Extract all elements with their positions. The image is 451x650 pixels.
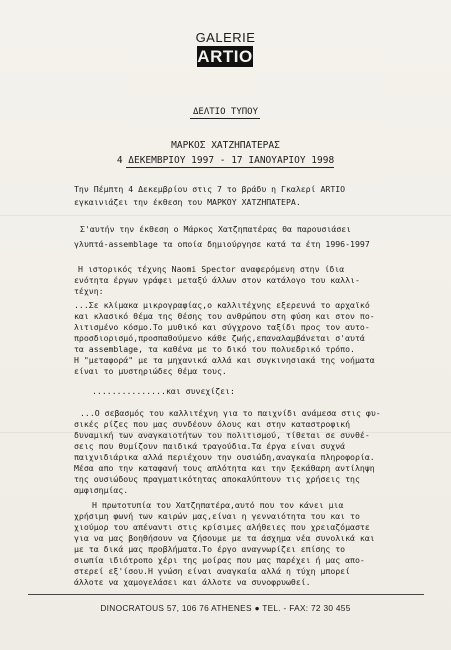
gallery-logo-box: ARTIO [197,47,253,66]
press-release-heading: ΔΕΛΤΙΟ ΤΥΠΟΥ [192,107,259,117]
body-line: σικές ρίζες που μας συνδέουν όλους και στην καταστροφική [74,419,351,429]
body-line: στερεί εξ'ίσου.Η γνώση είναι αναγκαία αλλά η τύχη μπορεί [74,566,351,576]
body-line: Η ιστορικός τέχνης Naomi Spector αναφερόμενη στην ίδια [78,264,345,274]
artist-name: ΜΑΡΚΟΣ ΧΑΤΖΗΠΑΤΕΡΑΣ [171,140,280,151]
body-line: λιτισμένο κόσμο.Το μυθικό και σύγχρονο ταξίδι προς τον αυτο- [74,322,370,332]
fold-line [0,215,451,216]
body-line: Την Πέμπτη 4 Δεκεμβρίου στις 7 το βράδυ η Γκαλερί ARTIO [74,184,346,194]
body-line: τέχνη: [74,286,104,296]
body-line: ...............και συνεχίζει: [92,386,235,396]
body-line: τα assemblage, τα καθένα με το δικό του πολυεδρικό τρόπο. [74,344,355,354]
body-line: ...Ο σεβασμός του καλλιτέχνη για το παιχνίδι ανάμεσα στις φυ- [80,408,381,418]
body-line: γλυπτά-assemblage τα οποία δημιούργησε κατά τα έτη 1996-1997 [74,239,370,249]
gallery-logo-name: GALERIE [195,30,256,45]
body-line: Η πρωτοτυπία του Χατζηπατέρα,αυτό που τον κάνει μια [92,500,344,510]
body-line: της ουσιώδους πραγματικότητας αποκαλύπτουν τις χρήσεις της [74,474,360,484]
heading-underline [190,118,260,119]
body-line: και κλασικό θέμα της θέσης του ανθρώπου στη φύση και στον πο- [74,311,375,321]
body-line: για να μας βοηθήσουν να ζήσουμε με τα άσχημα νέα συνολικά και [74,533,375,543]
body-line: δυναμική των αναγκαιοτήτων του πολιτισμού, τίθεται σε συνθέ- [74,430,370,440]
body-line: Μέσα απο την καταφανή τους απλότητα και την ξεκάθαρη αντίληψη [74,463,375,473]
body-line: σιωπία ιδιότροπο χέρι της μοίρας που μας παρέχει ή μας απο- [74,555,365,565]
body-line: είναι το μυστηριώδες θέμα τους. [74,366,227,376]
body-line: σεις που θυμίζουν παιδικά τραγούδια.Τα έργα είναι συχνά [74,441,346,451]
exhibition-dates: 4 ΔΕΚΕΜΒΡΙΟΥ 1997 - 17 ΙΑΝΟΥΑΡΙΟΥ 1998 [116,155,335,166]
body-line: άλλοτε να χαμογελάσει και άλλοτε να συνοφρυωθεί. [74,577,311,587]
body-line: Σ'αυτήν την έκθεση ο Μάρκος Χατζηπατέρας θα παρουσιάσει [80,224,352,234]
footer-divider [28,594,424,595]
body-line: αμφισημίας. [74,485,129,495]
dates-underline [126,167,334,168]
body-line: προσδιορισμό,προσπαθούμενο κάθε ζωής,επαναλαμβάνεται σ'αυτά [74,333,365,343]
body-line: με τα δικά μας προβλήματα.Το έργο αναγνωρίζει επίσης το [74,544,346,554]
body-line: χρήσιμη φωνή των καιρών μας,είναι η γενναιότητα του και το [74,511,360,521]
body-line: Η "μεταφορά" με τα μηχανικά αλλά και συγκινησιακά της νοήματα [74,355,375,365]
footer-address: DINOCRATOUS 57, 106 76 ATHENES ● TEL. - FAX: 72 30 455 [100,603,351,613]
body-line: χιούμορ του απέναντι στις κρίσιμες αλήθειες που χρειαζόμαστε [74,522,370,532]
body-line: εγκαινιάζει την έκθεση του ΜΑΡΚΟΥ ΧΑΤΖΗΠΑΤΕΡΑ. [74,197,301,207]
body-line: παιχνιδιάρικα αλλά περιέχουν την ουσιώδη,αναγκαία πληροφορία. [74,452,375,462]
body-line: ...Σε κλίμακα μικρογραφίας,ο καλλιτέχνης εξερευνά το αρχαϊκό [74,300,370,310]
body-line: ενότητα έργων γράφει μεταξύ άλλων στον κατάλογο του καλλι- [74,275,360,285]
